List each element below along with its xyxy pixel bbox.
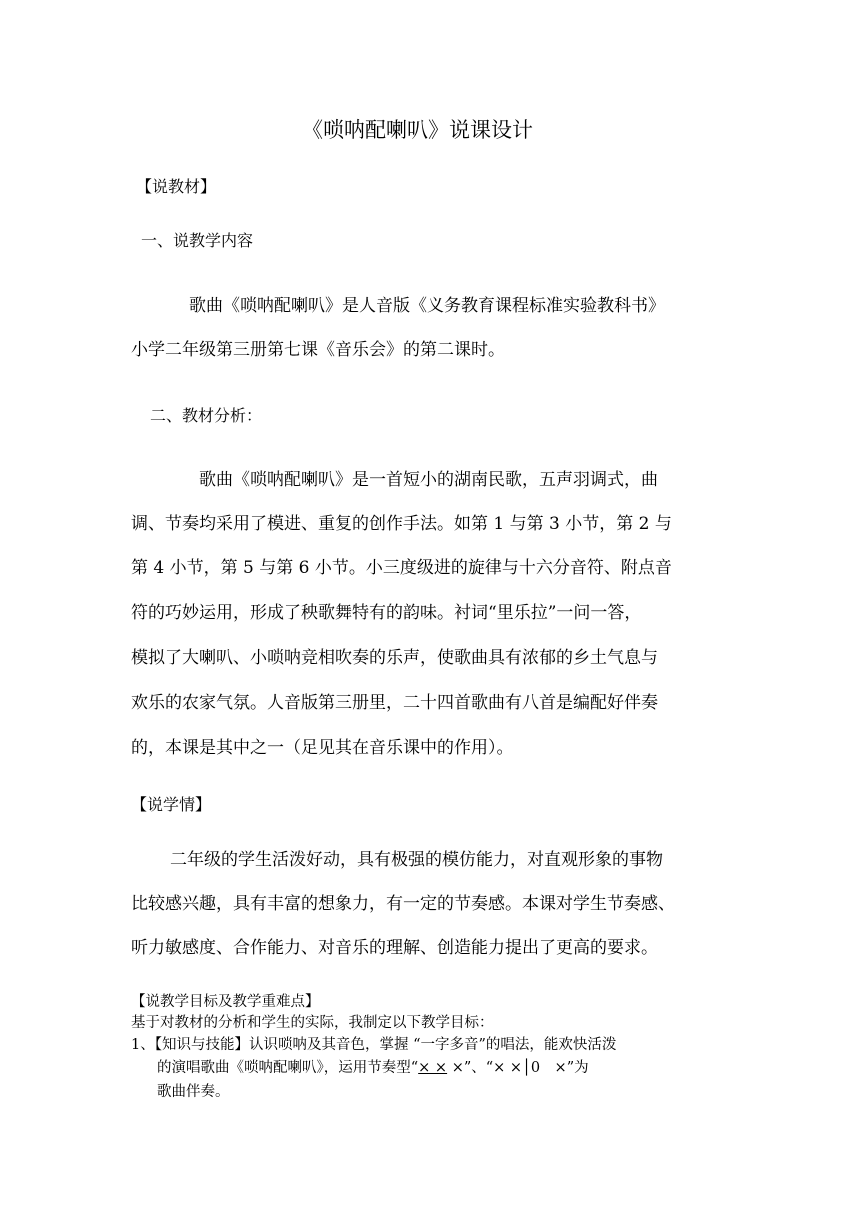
section-heading-students: 【说学情】 (131, 795, 212, 814)
subheading-material-analysis: 二、教材分析： (150, 406, 263, 425)
section-heading-goals: 【说教学目标及教学重难点】 (131, 994, 320, 1010)
goal-item-line: 1、【知识与技能】认识唢呐及其音色，掌握 “一字多音”的唱法，能欢快活泼 (131, 1037, 617, 1053)
paragraph-line: 小学二年级第三册第七课《音乐会》的第二课时。 (131, 340, 505, 360)
goal-item-line: 歌曲伴奏。 (157, 1084, 230, 1100)
paragraph-line: 歌曲《唢呐配喇叭》是一首短小的湖南民歌，五声羽调式，曲 (199, 470, 658, 490)
paragraph-line: 欢乐的农家气氛。人音版第三册里，二十四首歌曲有八首是编配好伴奏 (131, 693, 658, 713)
goal-text-segment: 的演唱歌曲《唢呐配喇叭》，运用节奏型“ (157, 1060, 419, 1076)
subheading-teaching-content: 一、说教学内容 (141, 231, 254, 250)
goals-intro: 基于对教材的分析和学生的实际，我制定以下教学目标： (131, 1015, 494, 1031)
document-title: 《唢呐配喇叭》说课设计 (302, 118, 533, 142)
paragraph-line: 二年级的学生活泼好动，具有极强的模仿能力，对直观形象的事物 (170, 850, 663, 870)
paragraph-line: 符的巧妙运用，形成了秧歌舞特有的韵味。衬词“里乐拉”一问一答， (131, 603, 642, 623)
paragraph-line: 的，本课是其中之一（足见其在音乐课中的作用）。 (131, 738, 514, 758)
paragraph-line: 听力敏感度、合作能力、对音乐的理解、创造能力提出了更高的要求。 (131, 938, 658, 958)
paragraph-line: 调、节奏均采用了模进、重复的创作手法。如第 1 与第 3 小节，第 2 与 (131, 514, 672, 534)
goal-text-segment: ×”、“× ×│0 ×”为 (447, 1060, 589, 1076)
paragraph-line: 歌曲《唢呐配喇叭》是人音版《义务教育课程标准实验教科书》 (189, 296, 665, 316)
goal-item-line (157, 1056, 589, 1077)
paragraph-line: 第 4 小节，第 5 与第 6 小节。小三度级进的旋律与十六分音符、附点音 (131, 558, 672, 578)
paragraph-line: 比较感兴趣，具有丰富的想象力，有一定的节奏感。本课对学生节奏感、 (131, 894, 675, 914)
section-heading-textbook: 【说教材】 (136, 177, 217, 196)
rhythm-underlined: × × (418, 1060, 448, 1076)
paragraph-line: 模拟了大喇叭、小唢呐竞相吹奏的乐声，使歌曲具有浓郁的乡土气息与 (131, 648, 658, 668)
